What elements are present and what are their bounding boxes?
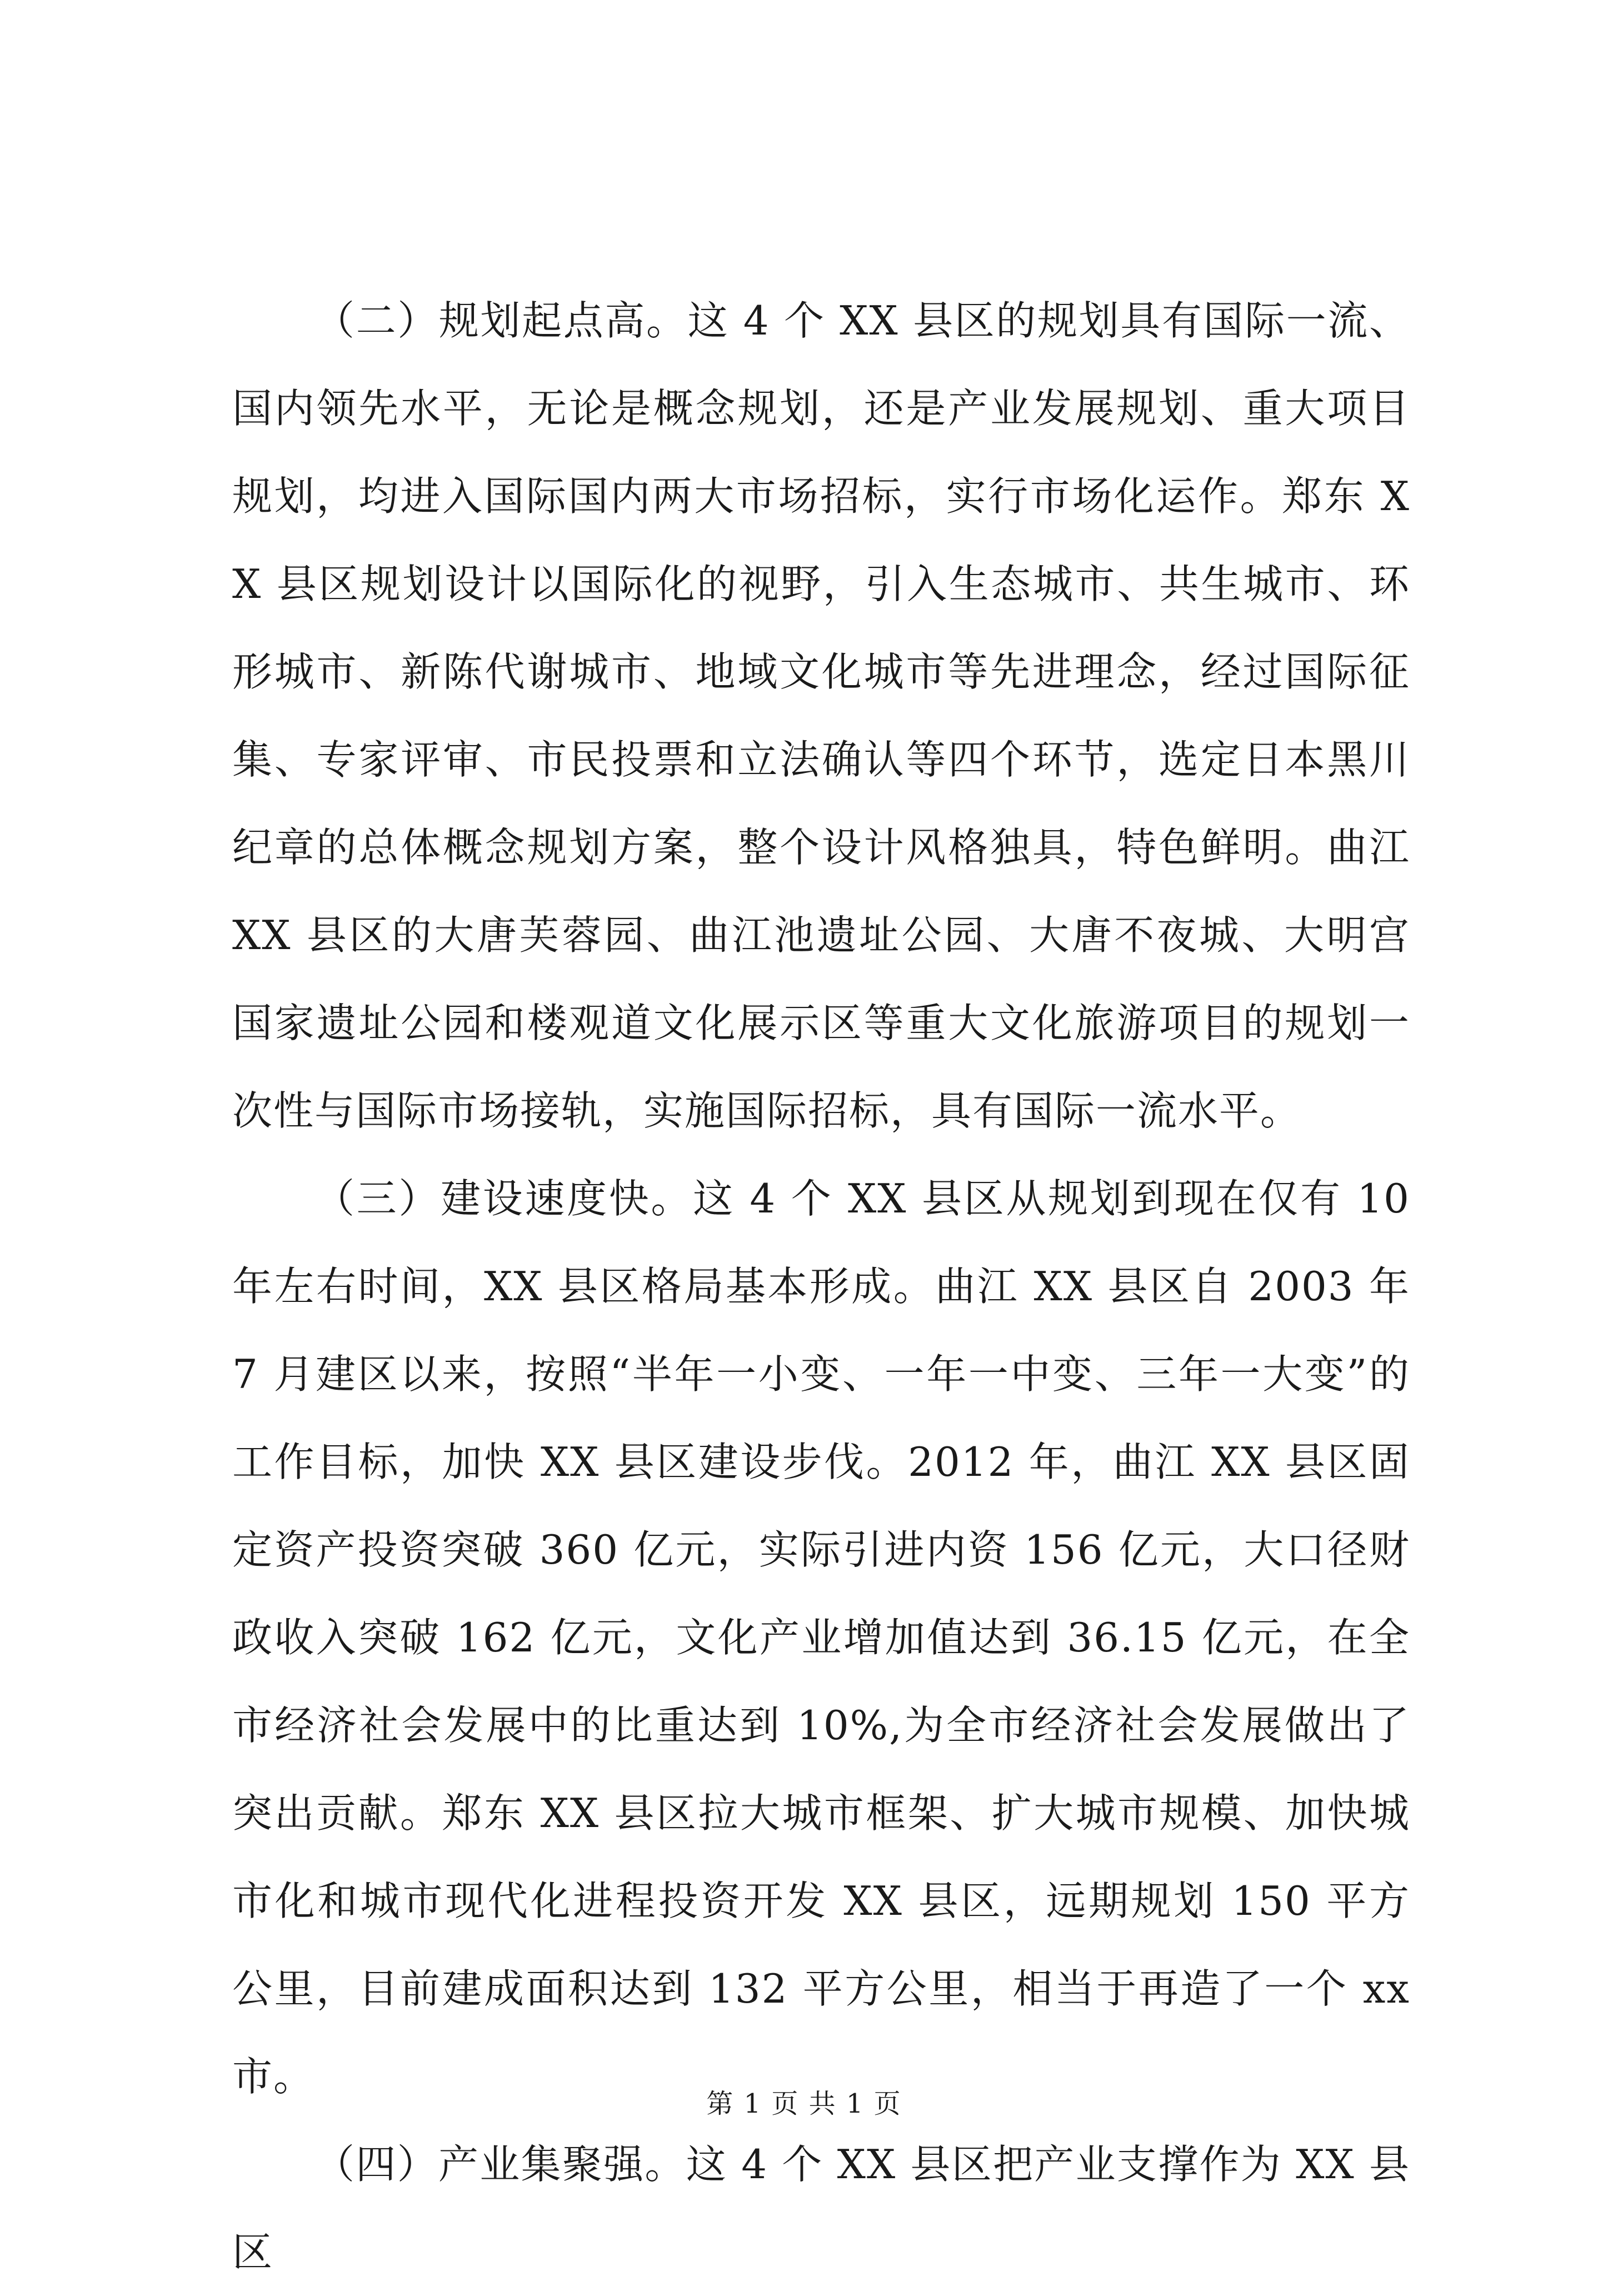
paragraph-planning: （二）规划起点高。这 4 个 XX 县区的规划具有国际一流、国内领先水平，无论是概念规划，还是产业发展规划、重大项目规划，均进入国际国内两大市场招标，实行市场化运作。郑东 XX 县区规划设计以国际化的视野，引入生态城市、共生城市、环形城市、新陈代谢城市、地域文化城市等先进理念，经过国际征集、专家评审、市民投票和立法确认等四个环节，选定日本黑川纪章的总体概念规划方案，整个设计风格独具，特色鲜明。曲江 XX 县区的大唐芙蓉园、曲江池遗址公园、大唐不夜城、大明宫国家遗址公园和楼观道文化展示区等重大文化旅游项目的规划一次性与国际市场接轨，实施国际招标，具有国际一流水平。	[232, 297, 1410, 1134]
page-footer: 第 1 页 共 1 页	[706, 2088, 902, 2119]
paragraph-construction-speed: （三）建设速度快。这 4 个 XX 县区从规划到现在仅有 10 年左右时间，XX 县区格局基本形成。曲江 XX 县区自 2003 年 7 月建区以来，按照“半年一小变、一年一中变、三年一大变”的工作目标，加快 XX 县区建设步伐。2012 年，曲江 XX 县区固定资产投资突破 360 亿元，实际引进内资 156 亿元，大口径财政收入突破 162 亿元，文化产业增加值达到 36.15 亿元，在全市经济社会发展中的比重达到 10%,为全市经济社会发展做出了突出贡献。郑东 XX 县区拉大城市框架、扩大城市规模、加快城市化和城市现代化进程投资开发 XX 县区，远期规划 150 平方公里，目前建成面积达到 132 平方公里，相当于再造了一个 xx 市。	[232, 1175, 1410, 2100]
document-body	[232, 277, 1410, 2296]
paragraph-industry-cluster: （四）产业集聚强。这 4 个 XX 县区把产业支撑作为 XX 县区	[232, 2141, 1410, 2275]
